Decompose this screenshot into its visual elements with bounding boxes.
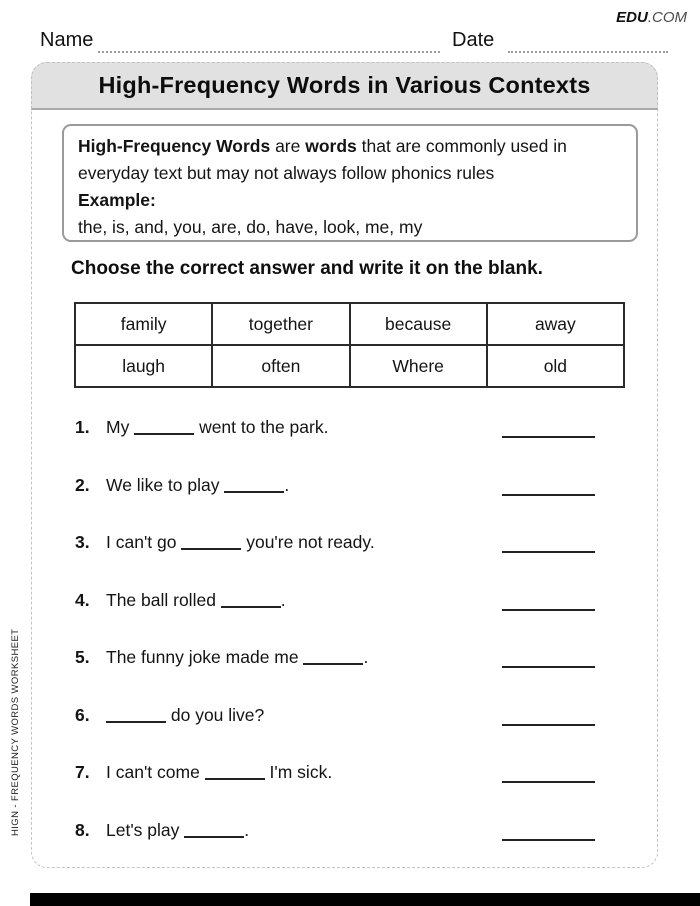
question-number: 1. [75, 417, 90, 437]
word-bank-cell: laugh [75, 345, 212, 387]
question-row-1 [75, 415, 600, 439]
word-bank-table [74, 302, 625, 388]
question-number: 7. [75, 762, 90, 782]
question-row-7 [75, 760, 600, 784]
question-number: 5. [75, 647, 90, 667]
answer-line[interactable] [502, 724, 595, 726]
question-number: 8. [75, 820, 90, 840]
question-row-3 [75, 530, 600, 554]
sentence-blank[interactable] [303, 660, 363, 665]
word-bank-cell: away [487, 303, 624, 345]
sentence-blank[interactable] [205, 775, 265, 780]
date-fill-line[interactable] [508, 51, 668, 53]
question-row-5 [75, 645, 600, 669]
question-sentence: I can't go you're not ready. [106, 532, 375, 552]
title-banner [31, 62, 658, 110]
word-bank-row [75, 303, 624, 345]
definition-line-1: High-Frequency Words are words that are commonly used in [78, 136, 567, 156]
name-label: Name [40, 29, 94, 51]
question-row-8 [75, 818, 600, 842]
definition-box [62, 124, 638, 242]
word-bank-cell: often [212, 345, 349, 387]
definition-line-2: everyday text but may not always follow phonics rules [78, 163, 495, 183]
example-words: the, is, and, you, are, do, have, look, me, my [78, 217, 423, 237]
word-bank-row [75, 345, 624, 387]
word-bank-cell: together [212, 303, 349, 345]
logo-bold-part: EDU [616, 9, 648, 26]
footer-scan-bar [30, 893, 700, 906]
answer-line[interactable] [502, 781, 595, 783]
question-number: 4. [75, 590, 90, 610]
word-bank-cell: family [75, 303, 212, 345]
example-label: Example: [78, 190, 156, 210]
logo-suffix-part: .COM [647, 9, 687, 26]
answer-line[interactable] [502, 494, 595, 496]
definition-term-2: words [305, 136, 357, 156]
definition-term: High-Frequency Words [78, 136, 271, 156]
question-sentence: The funny joke made me . [106, 647, 369, 667]
edu-com-logo [616, 9, 687, 26]
question-sentence: My went to the park. [106, 417, 329, 437]
sentence-blank[interactable] [221, 603, 281, 608]
sentence-blank[interactable] [106, 718, 166, 723]
word-bank-cell: because [350, 303, 487, 345]
sidebar-vertical-label: HIGN - FREQUENCY WORDS WORKSHEET [10, 628, 21, 836]
question-sentence: I can't come I'm sick. [106, 762, 333, 782]
answer-line[interactable] [502, 551, 595, 553]
worksheet-title: High-Frequency Words in Various Contexts [98, 72, 591, 98]
date-label: Date [452, 29, 495, 51]
name-fill-line[interactable] [98, 51, 440, 53]
question-sentence: We like to play . [106, 475, 290, 495]
question-sentence: do you live? [106, 705, 264, 725]
question-row-4 [75, 588, 600, 612]
sentence-blank[interactable] [184, 833, 244, 838]
answer-line[interactable] [502, 609, 595, 611]
sentence-blank[interactable] [134, 430, 194, 435]
question-number: 2. [75, 475, 90, 495]
question-row-6 [75, 703, 600, 727]
answer-line[interactable] [502, 839, 595, 841]
question-sentence: Let's play . [106, 820, 250, 840]
word-bank-cell: Where [350, 345, 487, 387]
answer-line[interactable] [502, 666, 595, 668]
question-sentence: The ball rolled . [106, 590, 286, 610]
instruction-text: Choose the correct answer and write it on the blank. [71, 258, 543, 279]
answer-line[interactable] [502, 436, 595, 438]
sentence-blank[interactable] [224, 488, 284, 493]
question-number: 3. [75, 532, 90, 552]
question-row-2 [75, 473, 600, 497]
word-bank-cell: old [487, 345, 624, 387]
sentence-blank[interactable] [181, 545, 241, 550]
question-number: 6. [75, 705, 90, 725]
